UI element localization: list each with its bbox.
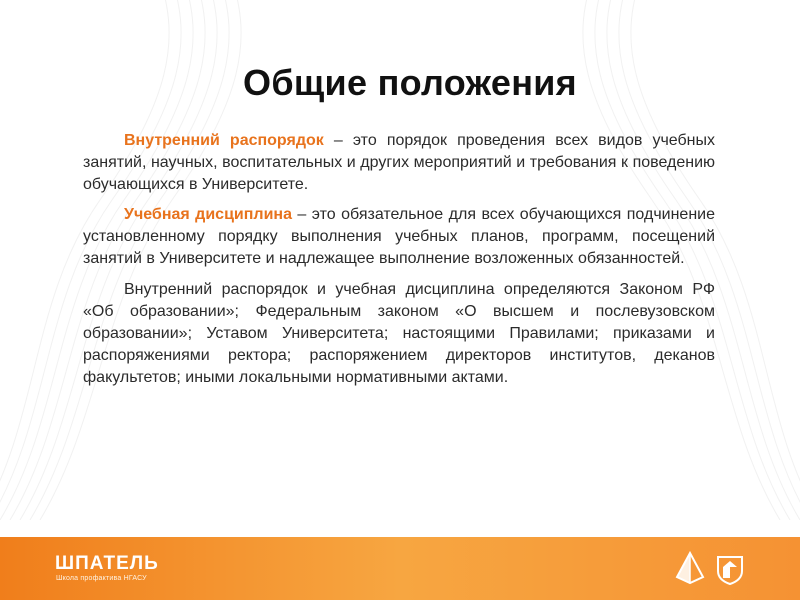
definition-academic-discipline: – это обязательное для всех обучающихся подчинение установленному порядку выполнения учебных планов, программ, посещений занятий в Университете и надлежащее выполнение возложенных обязанностей. (83, 206, 715, 267)
pyramid-logo-icon (675, 551, 705, 585)
slide-title: Общие положения (243, 62, 577, 103)
slide-body (83, 130, 715, 397)
footer-bar (0, 537, 800, 600)
term-academic-discipline: Учебная дисциплина (124, 206, 292, 223)
brand-subtitle: Школа профактива НГАСУ (56, 575, 147, 582)
paragraph-internal-order (83, 130, 715, 196)
university-emblem-icon (716, 553, 744, 585)
legal-basis-text: Внутренний распорядок и учебная дисциплина определяются Законом РФ «Об образовании»; Федеральным законом «О высшем и послевузовском образовании»; Уставом Университета; настоящими Правилами; приказами и распоряжениями ректора; распоряжением директоров институтов, деканов факультетов; иными локальными нормативными актами. (83, 281, 715, 386)
paragraph-academic-discipline (83, 204, 715, 270)
definition-internal-order: – это порядок проведения всех видов учебных занятий, научных, воспитательных и других мероприятий и требования к поведению обучающихся в Университете. (83, 132, 715, 193)
brand-name: ШПАТЕЛЬ (55, 553, 159, 574)
term-internal-order: Внутренний распорядок (124, 132, 324, 149)
paragraph-legal-basis (83, 279, 715, 389)
